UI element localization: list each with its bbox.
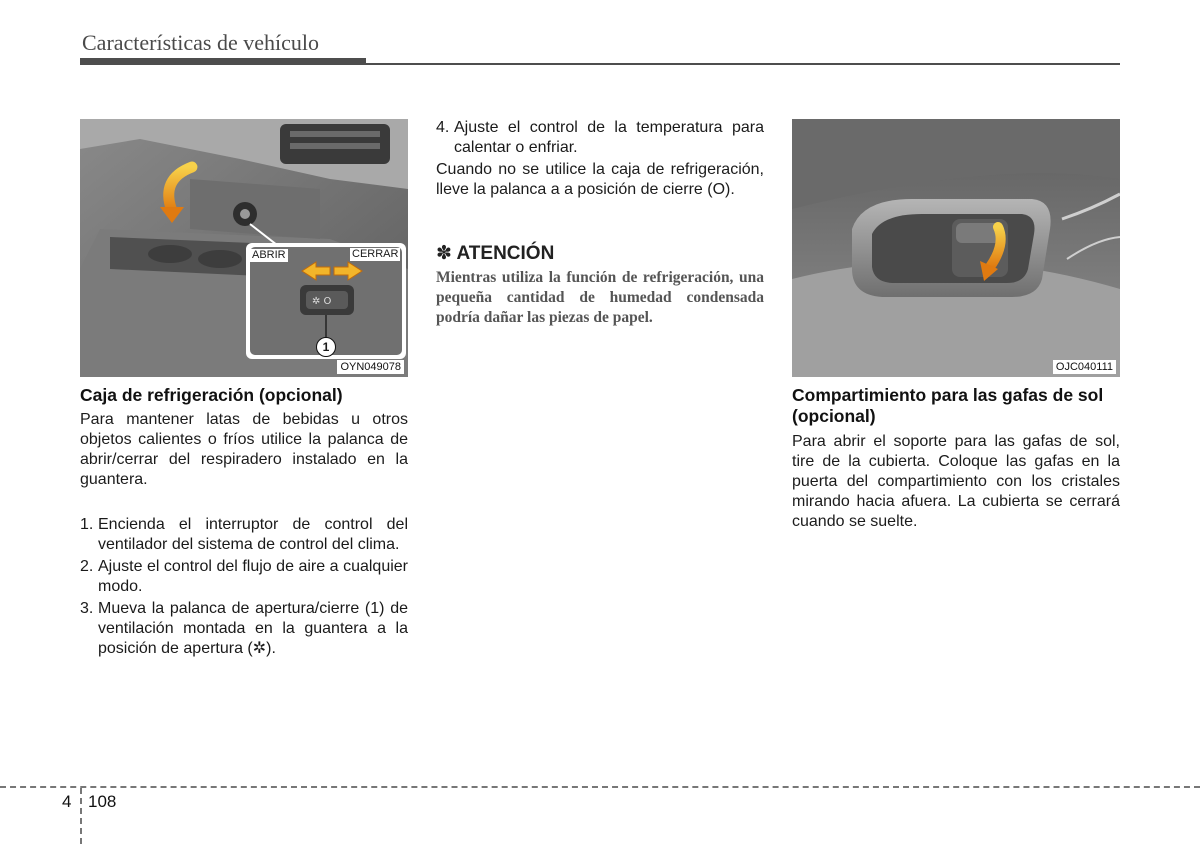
sunglasses-holder-illustration [792,119,1120,377]
step-text-tail: ). [266,640,276,657]
page-header-title: Características de vehículo [82,30,320,55]
sunglasses-title: Compartimiento para las gafas de sol (opcional) [792,385,1104,426]
step-text: Mueva la palanca de apertura/cierre (1) de ventilación montada en la guantera a la posición de apertura ( [98,600,408,657]
cooling-box-intro: Para mantener latas de bebidas u otros objetos calientes o fríos utilice la palanca de abrir/cerrar del respiradero instalado en la guantera. [80,411,408,488]
list-item [80,557,408,597]
sunglasses-body: Para abrir el soporte para las gafas de sol, tire de la cubierta. Coloque las gafas en la puerta del compartimiento con los cristales mirando hacia afuera. La cubierta se cerrará cuando se suelte. [792,433,1120,530]
list-item [436,118,764,158]
step-number: 2. [80,558,94,575]
figure-code: OJC040111 [1053,360,1116,374]
header-rule-thick [80,58,366,65]
cooling-steps-list-continued [436,118,764,160]
cooling-box-title: Caja de refrigeración (opcional) [80,385,343,405]
step-text: Ajuste el control del flujo de aire a cualquier modo. [98,558,408,595]
open-label: ABRIR [252,249,286,261]
chapter-number: 4 [62,792,72,811]
step-number: 4. [436,119,450,136]
footer-rule [0,786,1200,788]
list-item [80,599,408,659]
footer-divider [80,788,82,844]
cooling-box-closing: Cuando no se utilice la caja de refrigeración, lleve la palanca a a posición de cierre (O). [436,161,764,198]
figure-code: OYN049078 [337,360,404,374]
figure-glovebox-cooling [80,119,408,377]
attention-title: ✽ ATENCIÓN [436,243,555,264]
header-rule-thin [366,63,1120,65]
page-number: 108 [88,792,117,811]
step-number: 1. [80,516,94,533]
step-text: Encienda el interruptor de control del ventilador del sistema de control del clima. [98,516,408,553]
cooling-mode-icon: ✲ [252,640,267,657]
step-text: Ajuste el control de la temperatura para calentar o enfriar. [454,119,764,156]
svg-text:✲ O: ✲ O [312,296,332,307]
callout-number: 1 [316,337,336,357]
close-label: CERRAR [352,248,399,260]
list-item [80,515,408,555]
attention-body: Mientras utiliza la función de refrigeración, una pequeña cantidad de humedad condensada podría dañar las piezas de papel. [436,269,764,326]
cooling-steps-list [80,515,408,661]
figure-sunglasses-holder [792,119,1120,377]
step-number: 3. [80,600,94,617]
